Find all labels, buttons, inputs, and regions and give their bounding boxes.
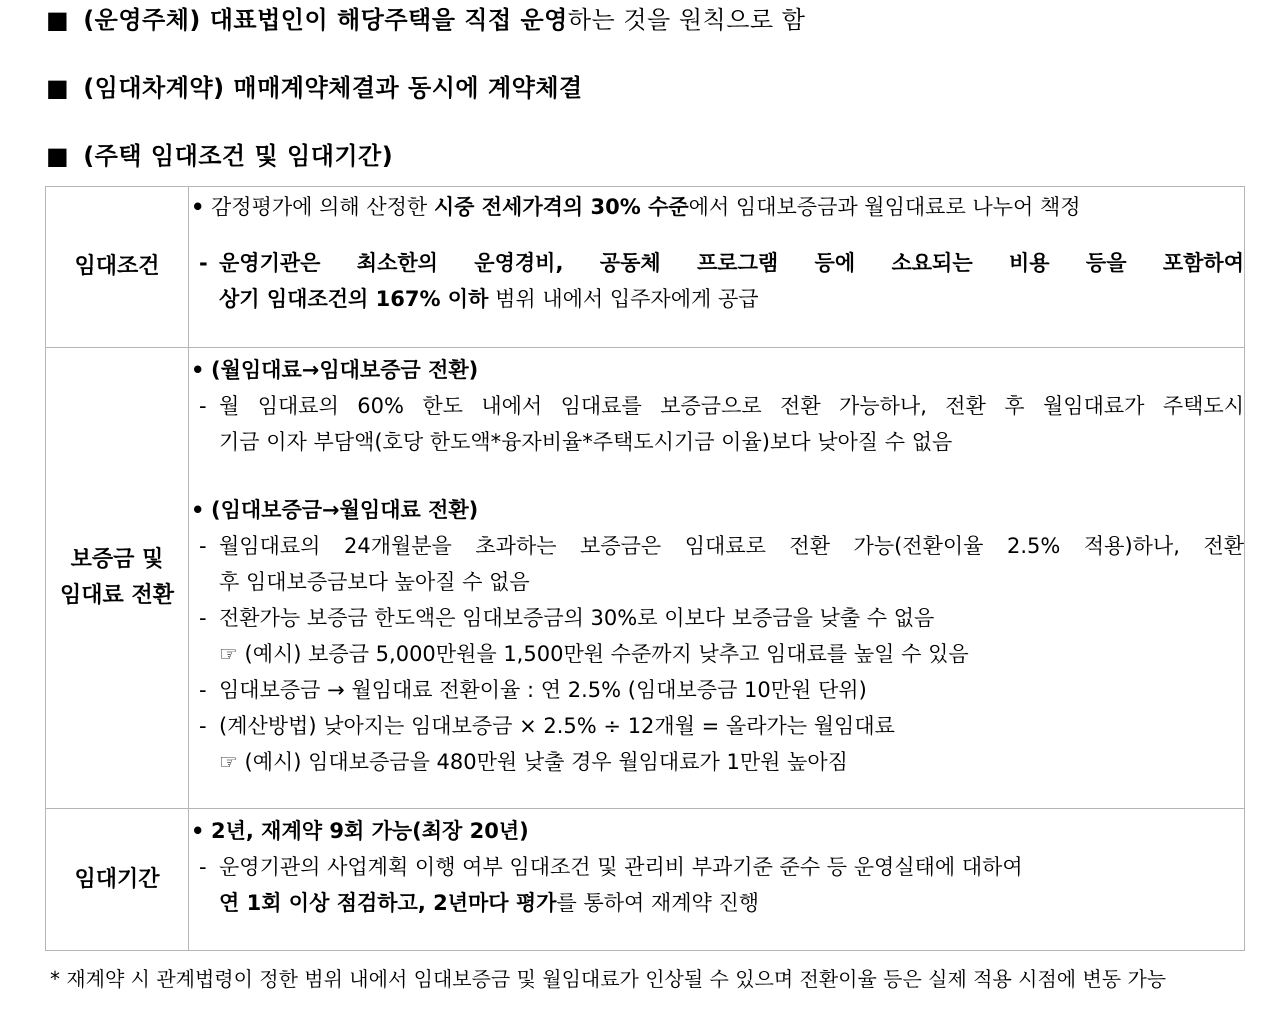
list-item: - 운영기관은 최소한의 운영경비, 공동체 프로그램 등에 소요되는 비용 등을 포함하여 bbox=[189, 245, 1244, 281]
text-segment: 범위 내에서 입주자에게 공급 bbox=[488, 287, 759, 311]
lease-terms-table bbox=[45, 186, 1245, 951]
heading-lease-contract-bold: (임대차계약) 매매계약체결과 동시에 계약체결 bbox=[83, 74, 583, 102]
text-segment: 를 통하여 재계약 진행 bbox=[556, 891, 760, 915]
text-segment-bold: 상기 임대조건의 167% 이하 bbox=[219, 287, 489, 311]
table-row bbox=[46, 809, 1245, 951]
table-row bbox=[46, 348, 1245, 809]
row-content-lease-conditions bbox=[189, 187, 1245, 348]
list-item: - 월임대료의 24개월분을 초과하는 보증금은 임대료로 전환 가능(전환이율 2.5% 적용)하나, 전환 bbox=[189, 528, 1244, 564]
example-item: ☞ (예시) 임대보증금을 480만원 낮출 경우 월임대료가 1만원 높아짐 bbox=[219, 750, 848, 774]
heading-lease-terms-bold: (주택 임대조건 및 임대기간) bbox=[83, 142, 394, 170]
heading-operator-bold: (운영주체) 대표법인이 해당주택을 직접 운영 bbox=[83, 6, 568, 34]
list-item: - 월 임대료의 60% 한도 내에서 임대료를 보증금으로 전환 가능하나, 전환 후 월임대료가 주택도시 bbox=[189, 388, 1244, 424]
square-bullet-icon: ■ bbox=[46, 6, 70, 34]
list-item: • (월임대료→임대보증금 전환) bbox=[189, 352, 1244, 388]
spacer bbox=[189, 460, 1244, 492]
square-bullet-icon: ■ bbox=[46, 142, 70, 170]
row-label-line: 보증금 및 bbox=[70, 547, 164, 572]
list-item: • 2년, 재계약 9회 가능(최장 20년) bbox=[189, 813, 1244, 849]
list-item-continuation: 후 임대보증금보다 높아질 수 없음 bbox=[219, 570, 530, 594]
row-content-lease-period bbox=[189, 809, 1245, 951]
heading-operator-normal: 하는 것을 원칙으로 함 bbox=[567, 6, 806, 34]
list-item: • (임대보증금→월임대료 전환) bbox=[189, 492, 1244, 528]
table-row bbox=[46, 187, 1245, 348]
list-item bbox=[189, 189, 1244, 225]
heading-lease-terms bbox=[46, 141, 393, 171]
text-segment: 에서 임대보증금과 월임대료로 나누어 책정 bbox=[688, 195, 1081, 219]
square-bullet-icon: ■ bbox=[46, 74, 70, 102]
list-item: - 전환가능 보증금 한도액은 임대보증금의 30%로 이보다 보증금을 낮출 수 없음 bbox=[189, 600, 1244, 636]
row-label-lease-conditions: 임대조건 bbox=[46, 187, 189, 348]
row-label-deposit-conversion bbox=[46, 348, 189, 809]
example-item: ☞ (예시) 보증금 5,000만원을 1,500만원 수준까지 낮추고 임대료를 높일 수 있음 bbox=[219, 642, 969, 666]
text-segment: 감정평가에 의해 산정한 bbox=[211, 195, 434, 219]
row-content-deposit-conversion bbox=[189, 348, 1245, 809]
text-segment-bold: 연 1회 이상 점검하고, 2년마다 평가 bbox=[219, 891, 557, 915]
footnote: * 재계약 시 관계법령이 정한 범위 내에서 임대보증금 및 월임대료가 인상될 수 있으며 전환이율 등은 실제 적용 시점에 변동 가능 bbox=[50, 967, 1167, 991]
row-label-line: 임대료 전환 bbox=[60, 583, 174, 608]
list-item: - 임대보증금 → 월임대료 전환이율 : 연 2.5% (임대보증금 10만원 단위) bbox=[189, 672, 1244, 708]
list-item-continuation bbox=[189, 885, 1244, 921]
list-item-continuation bbox=[189, 281, 1244, 317]
list-item: - 운영기관의 사업계획 이행 여부 임대조건 및 관리비 부과기준 준수 등 운영실태에 대하여 bbox=[189, 849, 1244, 885]
heading-lease-contract bbox=[46, 73, 583, 103]
list-item-continuation: 기금 이자 부담액(호당 한도액*융자비율*주택도시기금 이율)보다 낮아질 수 없음 bbox=[219, 430, 953, 454]
text-segment-bold: 시중 전세가격의 30% 수준 bbox=[433, 195, 689, 219]
row-label-lease-period: 임대기간 bbox=[46, 809, 189, 951]
list-item: - (계산방법) 낮아지는 임대보증금 × 2.5% ÷ 12개월 = 올라가는 월임대료 bbox=[189, 708, 1244, 744]
heading-operator bbox=[46, 5, 805, 35]
